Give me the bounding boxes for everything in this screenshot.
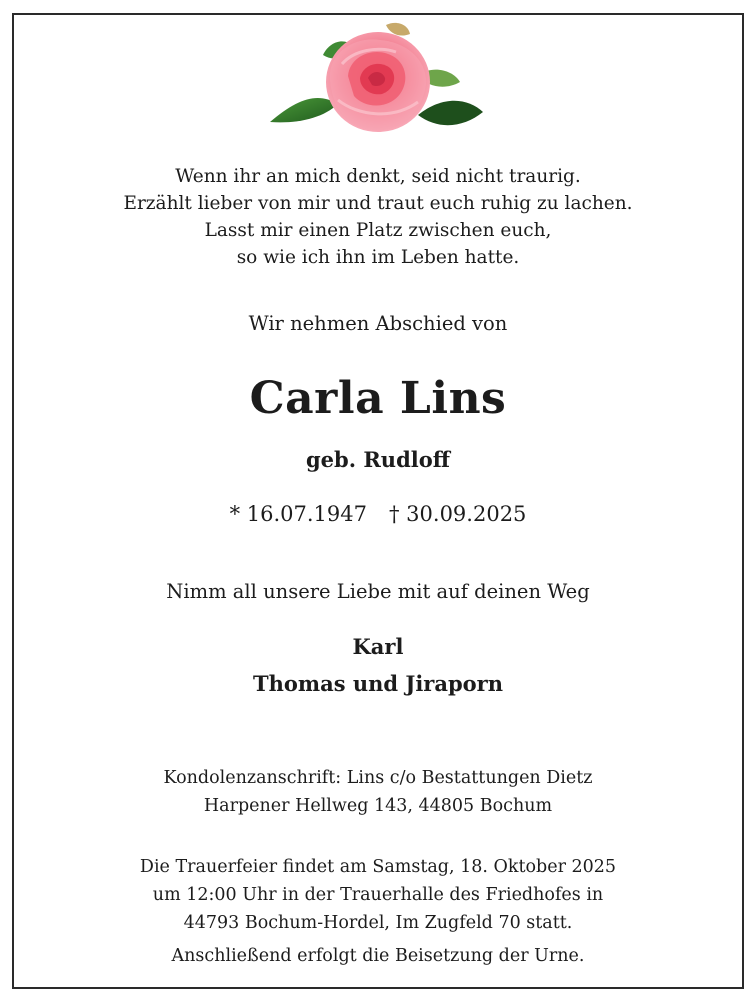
birth-name: geb. Rudloff bbox=[306, 447, 450, 472]
poem bbox=[0, 163, 756, 271]
address-line: Kondolenzanschrift: Lins c/o Bestattungen Dietz bbox=[163, 768, 593, 788]
farewell-intro: Wir nehmen Abschied von bbox=[248, 312, 508, 335]
rose-image bbox=[268, 20, 488, 138]
condolence-address bbox=[0, 764, 756, 820]
service-line: 44793 Bochum-Hordel, Im Zugfeld 70 statt. bbox=[183, 913, 573, 933]
mourner: Thomas und Jiraporn bbox=[252, 671, 503, 696]
burial-note: Anschließend erfolgt die Beisetzung der Urne. bbox=[171, 946, 585, 966]
motto: Nimm all unsere Liebe mit auf deinen Weg bbox=[166, 580, 590, 603]
notice-border bbox=[12, 13, 744, 989]
death-date: † 30.09.2025 bbox=[389, 502, 527, 526]
address-line: Harpener Hellweg 143, 44805 Bochum bbox=[203, 796, 553, 816]
birth-date: * 16.07.1947 bbox=[229, 502, 367, 526]
deceased-name: Carla Lins bbox=[249, 373, 507, 424]
poem-line: Lasst mir einen Platz zwischen euch, bbox=[204, 220, 552, 241]
life-dates bbox=[0, 502, 756, 526]
service-info bbox=[0, 853, 756, 937]
mourner: Karl bbox=[352, 634, 404, 659]
poem-line: so wie ich ihn im Leben hatte. bbox=[236, 247, 520, 268]
service-line: um 12:00 Uhr in der Trauerhalle des Friedhofes in bbox=[152, 885, 604, 905]
poem-line: Wenn ihr an mich denkt, seid nicht traurig. bbox=[175, 166, 581, 187]
service-line: Die Trauerfeier findet am Samstag, 18. Oktober 2025 bbox=[139, 857, 617, 877]
poem-line: Erzählt lieber von mir und traut euch ruhig zu lachen. bbox=[123, 193, 633, 214]
